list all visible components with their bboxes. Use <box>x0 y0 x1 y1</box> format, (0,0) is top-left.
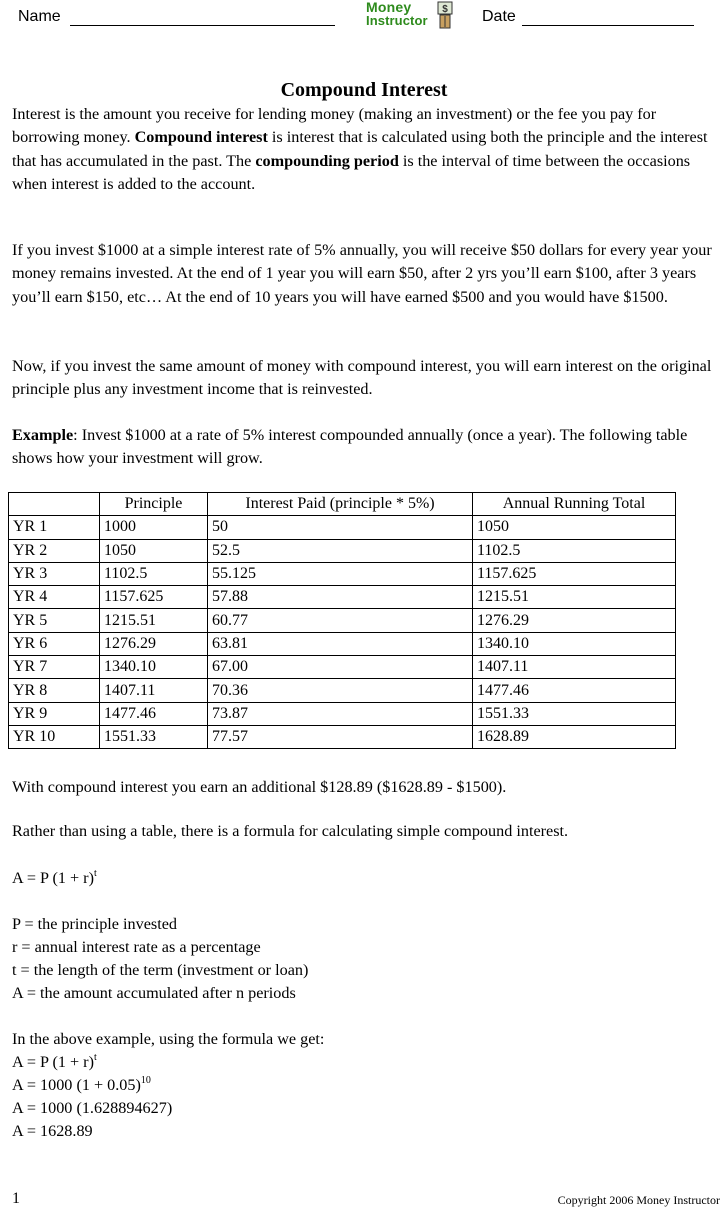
worked-example-intro: In the above example, using the formula we get: <box>12 1030 325 1048</box>
intro-paragraph: Interest is the amount you receive for lending money (making an investment) or the fee you pay for borrowing money. Compound interest is interest that is calculated using both the principle and the interest that has accumulated in the past. The compounding period is the interval of time between the occasions when interest is added to the account. <box>12 105 708 194</box>
table-cell: 1157.625 <box>100 586 208 609</box>
table-cell: 55.125 <box>208 562 473 585</box>
compound-interest-paragraph: Now, if you invest the same amount of money with compound interest, you will earn interest on the original principle plus any investment income that is reinvested. <box>12 357 712 399</box>
name-field[interactable] <box>70 25 335 26</box>
table-cell: 52.5 <box>208 539 473 562</box>
formula-intro-text: Rather than using a table, there is a formula for calculating simple compound interest. <box>12 822 569 840</box>
compounding-period-term: compounding period <box>255 151 399 170</box>
table-cell: 1276.29 <box>100 632 208 655</box>
table-cell: 67.00 <box>208 656 473 679</box>
compound-interest-table <box>8 492 676 749</box>
worked-line-1: A = P $(1 + r)^t$ <box>12 1052 97 1071</box>
table-cell: 1551.33 <box>100 725 208 748</box>
table-cell: YR 6 <box>9 632 100 655</box>
worked-line-3: A = 1000 (1.628894627) <box>12 1099 173 1117</box>
page-title: Compound Interest <box>280 79 448 101</box>
table-cell: 1102.5 <box>100 562 208 585</box>
page-number: 1 <box>12 1190 20 1207</box>
table-cell: YR 5 <box>9 609 100 632</box>
table-row <box>9 632 676 655</box>
table-cell: 1407.11 <box>100 679 208 702</box>
compound-interest-term: Compound interest <box>134 128 268 147</box>
table-cell: 1157.625 <box>473 562 676 585</box>
table-cell: 50 <box>208 516 473 539</box>
table-cell: 1477.46 <box>473 679 676 702</box>
table-cell: 1215.51 <box>100 609 208 632</box>
table-cell: 1407.11 <box>473 656 676 679</box>
table-cell: 1050 <box>473 516 676 539</box>
table-cell: YR 2 <box>9 539 100 562</box>
header-cell: Interest Paid (principle * 5%) <box>208 493 473 516</box>
date-label: Date <box>482 8 516 25</box>
table-cell: YR 9 <box>9 702 100 725</box>
additional-earnings-text: With compound interest you earn an additional $128.89 ($1628.89 - $1500). <box>12 778 507 796</box>
formula: A = P $(1 + r)^t$ <box>12 868 97 887</box>
table-cell: YR 4 <box>9 586 100 609</box>
table-header-row <box>9 493 676 516</box>
name-label: Name <box>18 8 61 25</box>
table-cell: YR 1 <box>9 516 100 539</box>
header-cell: Annual Running Total <box>473 493 676 516</box>
table-cell: 1276.29 <box>473 609 676 632</box>
table-cell: 1340.10 <box>100 656 208 679</box>
table-row <box>9 725 676 748</box>
example-label: Example <box>12 426 74 444</box>
table-cell: 1215.51 <box>473 586 676 609</box>
table-cell: 63.81 <box>208 632 473 655</box>
worked-line-4: A = 1628.89 <box>12 1122 93 1140</box>
table-cell: 1102.5 <box>473 539 676 562</box>
table-row <box>9 539 676 562</box>
table-cell: 60.77 <box>208 609 473 632</box>
table-row <box>9 586 676 609</box>
definition-r: r = annual interest rate as a percentage <box>12 938 261 956</box>
money-bag-icon <box>437 1 453 29</box>
table-cell: 1551.33 <box>473 702 676 725</box>
table-row <box>9 656 676 679</box>
table-cell: 1050 <box>100 539 208 562</box>
worked-line-2: A = 1000 $(1 + 0.05)^{10}$ <box>12 1075 151 1094</box>
table-cell: 77.57 <box>208 725 473 748</box>
table-row <box>9 516 676 539</box>
table-cell: 1340.10 <box>473 632 676 655</box>
table-cell: 70.36 <box>208 679 473 702</box>
table-row <box>9 702 676 725</box>
table-cell: YR 8 <box>9 679 100 702</box>
definition-t: t = the length of the term (investment or loan) <box>12 961 309 979</box>
logo-line2: Instructor <box>366 13 428 28</box>
table-cell: YR 7 <box>9 656 100 679</box>
example-paragraph: Example: Invest $1000 at a rate of 5% interest compounded annually (once a year). The following table shows how your investment will grow. <box>12 426 688 468</box>
date-field[interactable] <box>522 25 694 26</box>
definition-p: P = the principle invested <box>12 915 177 933</box>
money-instructor-logo <box>364 0 456 34</box>
table-cell: 57.88 <box>208 586 473 609</box>
copyright: Copyright 2006 Money Instructor <box>557 1193 720 1207</box>
table-row <box>9 562 676 585</box>
svg-text:$: $ <box>442 4 448 15</box>
table-row <box>9 679 676 702</box>
table-cell: 73.87 <box>208 702 473 725</box>
table-cell: 1477.46 <box>100 702 208 725</box>
header-cell: Principle <box>100 493 208 516</box>
simple-interest-paragraph: If you invest $1000 at a simple interest rate of 5% annually, you will receive $50 dollars for every year your money remains invested. At the end of 1 year you will earn $50, after 2 yrs you’ll earn $100, after 3 years you’ll earn $150, etc… At the end of 10 years you will have earned $500 and you would have $1500. <box>12 241 712 306</box>
table-row <box>9 609 676 632</box>
table-cell: 1000 <box>100 516 208 539</box>
definition-a: A = the amount accumulated after n periods <box>12 984 296 1002</box>
table-cell: YR 10 <box>9 725 100 748</box>
table-cell: 1628.89 <box>473 725 676 748</box>
header-cell <box>9 493 100 516</box>
table-cell: YR 3 <box>9 562 100 585</box>
logo-line1: Money <box>366 0 412 15</box>
